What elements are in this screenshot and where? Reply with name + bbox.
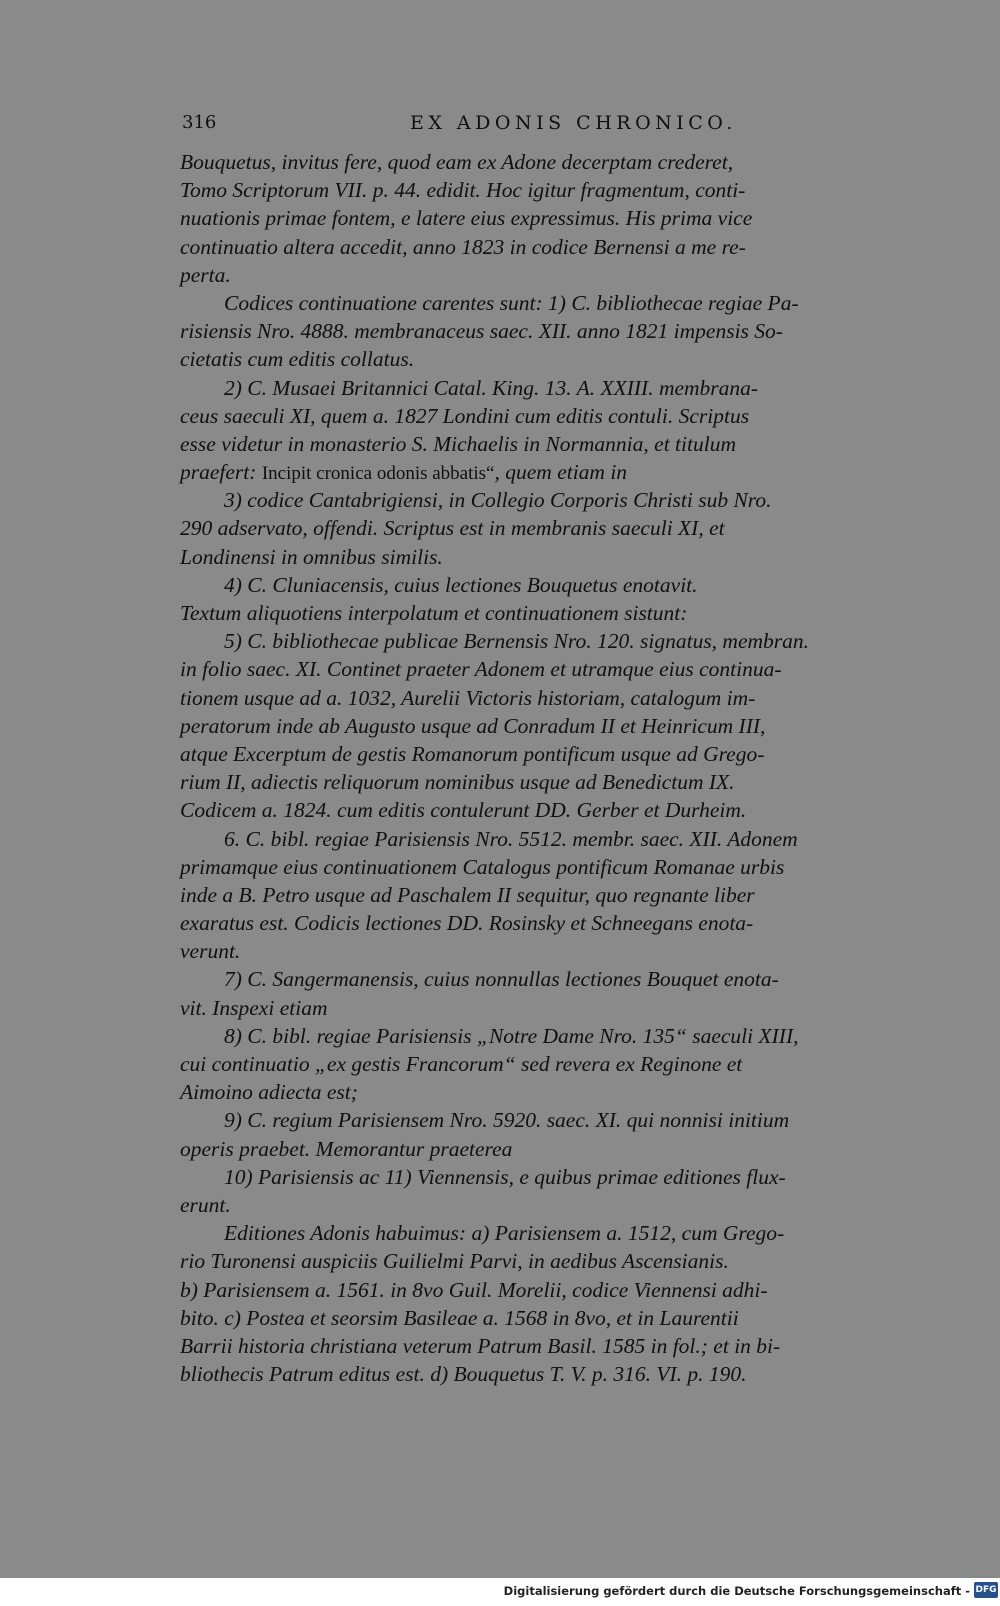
footer-credit: Digitalisierung gefördert durch die Deutsche Forschungsgemeinschaft -	[503, 1584, 970, 1598]
text-line	[180, 712, 932, 740]
text-line-content: exaratus est. Codicis lectiones DD. Rosinsky et Schneegans enota-	[180, 911, 754, 936]
text-line	[180, 1050, 932, 1078]
text-line	[180, 430, 932, 458]
text-line-content: b) Parisiensem a. 1561. in 8vo Guil. Morelii, codice Viennensi adhi-	[180, 1277, 768, 1302]
text-line	[180, 965, 932, 993]
text-line-content: 9) C. regium Parisiensem Nro. 5920. saec. XI. qui nonnisi initium	[224, 1108, 790, 1133]
text-line	[180, 176, 932, 204]
text-line-content: Codicem a. 1824. cum editis contulerunt DD. Gerber et Durheim.	[180, 798, 747, 823]
text-line-content: Aimoino adiecta est;	[180, 1080, 358, 1105]
text-line	[180, 374, 932, 402]
text-line	[180, 1332, 932, 1360]
text-line	[180, 1304, 932, 1332]
text-line-content: Tomo Scriptorum VII. p. 44. edidit. Hoc igitur fragmentum, conti-	[180, 178, 746, 203]
text-line-content: Textum aliquotiens interpolatum et continuationem sistunt:	[180, 601, 688, 625]
text-line-content: Bouquetus, invitus fere, quod eam ex Adone decerptam crederet,	[180, 150, 734, 174]
text-line	[180, 148, 932, 176]
text-line	[180, 345, 932, 373]
text-line	[180, 1106, 932, 1134]
text-line-content: praefert:	[180, 460, 257, 485]
text-line	[180, 1022, 932, 1050]
text-line	[180, 571, 932, 599]
body-text	[180, 148, 932, 1388]
text-line-content: esse videtur in monasterio S. Michaelis in Normannia, et titulum	[180, 431, 736, 456]
text-line	[180, 853, 932, 881]
text-line	[180, 317, 932, 345]
text-line-content: Barrii historia christiana veterum Patrum Basil. 1585 in fol.; et in bi-	[180, 1333, 781, 1358]
text-line-content: 7) C. Sangermanensis, cuius nonnullas lectiones Bouquet enota-	[224, 967, 779, 992]
text-line-content: Londinensi in omnibus similis.	[180, 544, 443, 569]
text-line	[180, 937, 932, 965]
text-line	[180, 1360, 932, 1388]
text-line	[180, 881, 932, 909]
text-line	[180, 486, 932, 514]
text-line-content: 5) C. bibliothecae publicae Bernensis Nro. 120. signatus, membran.	[224, 629, 810, 654]
text-line-content: ceus saeculi XI, quem a. 1827 Londini cum editis contuli. Scriptus	[180, 403, 750, 428]
text-line	[180, 684, 932, 712]
text-line-content: rium II, adiectis reliquorum nominibus usque ad Benedictum IX.	[180, 770, 735, 795]
text-line	[180, 1191, 932, 1219]
text-line-content: primamque eius continuationem Catalogus pontificum Romanae urbis	[180, 854, 785, 879]
text-line	[180, 655, 932, 683]
page-number: 316	[182, 112, 217, 133]
text-line	[180, 1247, 932, 1275]
text-line-content: tionem usque ad a. 1032, Aurelii Victoris historiam, catalogum im-	[180, 685, 756, 710]
text-line-content: Codices continuatione carentes sunt: 1) C. bibliothecae regiae Pa-	[224, 290, 799, 315]
page-header	[182, 112, 922, 142]
text-line	[180, 627, 932, 655]
text-line	[180, 825, 932, 853]
dfg-logo: DFG	[974, 1582, 998, 1598]
text-line-content: inde a B. Petro usque ad Paschalem II sequitur, quo regnante liber	[180, 882, 755, 907]
text-line	[180, 1078, 932, 1106]
text-line-content: 10) Parisiensis ac 11) Viennensis, e quibus primae editiones flux-	[224, 1164, 786, 1189]
text-line-content: vit. Inspexi etiam	[180, 995, 328, 1020]
text-line-content: atque Excerptum de gestis Romanorum pontificum usque ad Grego-	[180, 741, 765, 766]
text-line-content: 8) C. bibl. regiae Parisiensis „Notre Dame Nro. 135“ saeculi XIII,	[224, 1023, 799, 1048]
footer-bar	[0, 1578, 1000, 1606]
text-line	[180, 1219, 932, 1247]
text-line-content: 290 adservato, offendi. Scriptus est in membranis saeculi XI, et	[180, 516, 725, 541]
text-line	[180, 1135, 932, 1163]
text-line	[180, 994, 932, 1022]
text-line-content: rio Turonensi auspiciis Guilielmi Parvi, in aedibus Ascensianis.	[180, 1249, 729, 1274]
text-line	[180, 796, 932, 824]
quoted-title: Incipit cronica odonis abbatis“	[261, 463, 495, 485]
text-line-content: 6. C. bibl. regiae Parisiensis Nro. 5512. membr. saec. XII. Adonem	[224, 826, 798, 851]
text-line-content: verunt.	[180, 939, 241, 964]
text-line-content: 3) codice Cantabrigiensi, in Collegio Corporis Christi sub Nro.	[224, 488, 772, 513]
text-line	[180, 261, 932, 289]
text-line	[180, 514, 932, 542]
text-line-content: erunt.	[180, 1192, 231, 1217]
text-line	[180, 233, 932, 261]
text-line-content: nuationis primae fontem, e latere eius expressimus. His prima vice	[180, 206, 753, 231]
text-line-content: Editiones Adonis habuimus: a) Parisiensem a. 1512, cum Grego-	[224, 1221, 785, 1246]
text-line	[180, 909, 932, 937]
text-line	[180, 402, 932, 430]
text-line	[180, 543, 932, 571]
text-line-content: risiensis Nro. 4888. membranaceus saec. XII. anno 1821 impensis So-	[180, 319, 783, 344]
text-line-content: cui continuatio „ex gestis Francorum“ sed revera ex Reginone et	[180, 1052, 743, 1076]
text-line-content: 2) C. Musaei Britannici Catal. King. 13. A. XXIII. membrana-	[224, 375, 759, 400]
text-line-content: in folio saec. XI. Continet praeter Adonem et utramque eius continua-	[180, 657, 782, 682]
text-line	[180, 768, 932, 796]
text-line-content: bliothecis Patrum editus est. d) Bouquetus T. V. p. 316. VI. p. 190.	[180, 1362, 747, 1387]
running-title: EX ADONIS CHRONICO.	[410, 112, 737, 134]
text-line-content: operis praebet. Memorantur praeterea	[180, 1136, 513, 1161]
text-line-content: peratorum inde ab Augusto usque ad Conradum II et Heinricum III,	[180, 713, 766, 738]
text-line	[180, 599, 932, 627]
text-line-content: bito. c) Postea et seorsim Basileae a. 1568 in 8vo, et in Laurentii	[180, 1305, 739, 1330]
text-line	[180, 458, 932, 486]
text-line	[180, 740, 932, 768]
text-line-content: perta.	[180, 262, 231, 287]
text-line-content: cietatis cum editis collatus.	[180, 347, 415, 372]
text-line	[180, 1163, 932, 1191]
text-line-content: continuatio altera accedit, anno 1823 in codice Bernensi a me re-	[180, 234, 746, 259]
text-line	[180, 1276, 932, 1304]
text-line	[180, 204, 932, 232]
text-line-content: 4) C. Cluniacensis, cuius lectiones Bouquetus enotavit.	[224, 572, 698, 597]
text-line	[180, 289, 932, 317]
text-line-continuation: , quem etiam in	[494, 460, 628, 485]
